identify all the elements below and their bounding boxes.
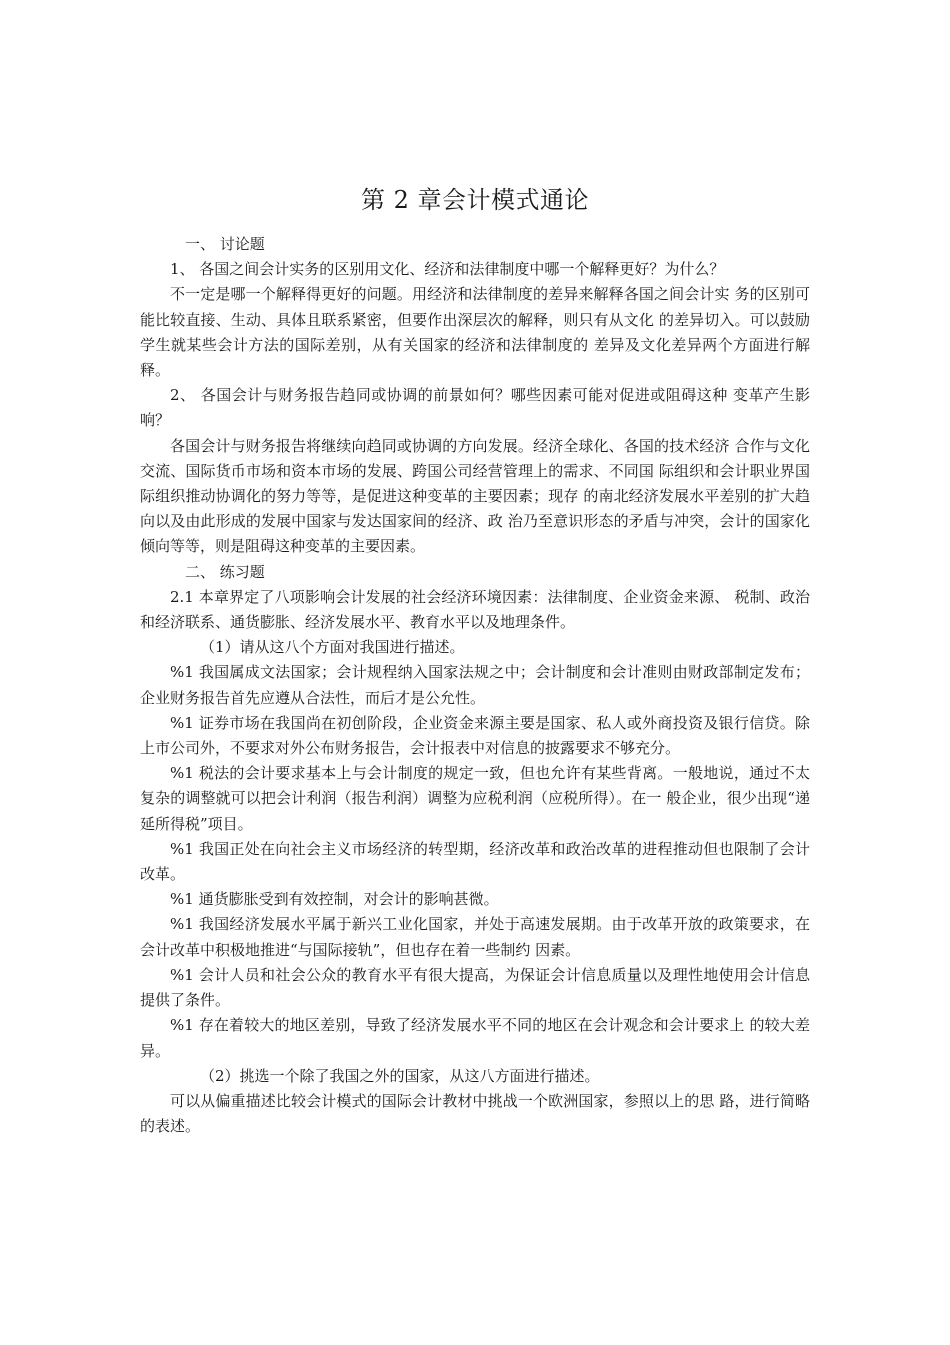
document-body <box>140 232 810 1139</box>
section-heading-exercises: 二、 练习题 <box>185 562 265 581</box>
list-item: %1 证券市场在我国尚在初创阶段，企业资金来源主要是国家、私人或外商投资及银行信贷。除上市公司外，不要求对外公布财务报告，会计报表中对信息的披露要求不够充分。 <box>140 713 810 758</box>
answer-1: 不一定是哪一个解释得更好的问题。用经济和法律制度的差异来解释各国之间会计实 务的区别可能比较直接、生动、具体且联系紧密，但要作出深层次的解释，则只有从文化 的差异切入。可以鼓励学生就某些会计方法的国际差别，从有关国家的经济和法律制度的 差异及文化差异两个方面进行解释。 <box>140 285 810 380</box>
list-item: %1 我国经济发展水平属于新兴工业化国家，并处于高速发展期。由于改革开放的政策要求，在会计改革中积极地推进“与国际接轨”，但也存在着一些制约 因素。 <box>140 915 810 959</box>
question-1: 1、 各国之间会计实务的区别用文化、经济和法律制度中哪一个解释更好？为什么？ <box>170 260 725 279</box>
list-item: %1 会计人员和社会公众的教育水平有很大提高，为保证会计信息质量以及理性地使用会计信息提供了条件。 <box>140 965 810 1010</box>
list-item: %1 通货膨胀受到有效控制，对会计的影响甚微。 <box>170 890 499 909</box>
exercise-part-1: （1）请从这八个方面对我国进行描述。 <box>200 638 465 657</box>
exercise-2-1: 2.1 本章界定了八项影响会计发展的社会经济环境因素：法律制度、企业资金来源、 税制、政治和经济联系、通货膨胀、经济发展水平、教育水平以及地理条件。 <box>140 587 810 632</box>
answer-2: 各国会计与财务报告将继续向趋同或协调的方向发展。经济全球化、各国的技术经济 合作与文化交流、国际货币市场和资本市场的发展、跨国公司经营管理上的需求、不同国 际组织和会计职业界国际组织推动协调化的努力等等，是促进这种变革的主要因素；现存 的南北经济发展水平差别的扩大趋向以及由此形成的发展中国家与发达国家间的经济、政 治乃至意识形态的矛盾与冲突，会计的国家化倾向等等，则是阻碍这种变革的主要因素。 <box>140 436 810 556</box>
list-item: %1 税法的会计要求基本上与会计制度的规定一致，但也允许有某些背离。一般地说，通过不太复杂的调整就可以把会计利润（报告利润）调整为应税利润（应税所得）。在一 般企业，很少出现“递延所得税”项目。 <box>140 764 810 833</box>
exercise-part-2: （2）挑选一个除了我国之外的国家，从这八方面进行描述。 <box>200 1066 600 1085</box>
page-title: 第 2 章会计模式通论 <box>360 186 590 214</box>
question-2: 2、 各国会计与财务报告趋同或协调的前景如何？哪些因素可能对促进或阻碍这种 变革产生影响？ <box>140 386 810 430</box>
list-item: %1 我国正处在向社会主义市场经济的转型期，经济改革和政治改革的进程推动但也限制了会计改革。 <box>140 839 810 884</box>
list-item: %1 我国属成文法国家；会计规程纳入国家法规之中；会计制度和会计准则由财政部制定发布；企业财务报告首先应遵从合法性，而后才是公允性。 <box>140 663 810 707</box>
list-item: %1 存在着较大的地区差别，导致了经济发展水平不同的地区在会计观念和会计要求上 的较大差异。 <box>140 1016 810 1060</box>
section-heading-discussion: 一、 讨论题 <box>185 235 265 253</box>
answer-part-2: 可以从偏重描述比较会计模式的国际会计教材中挑战一个欧洲国家，参照以上的思 路，进行简略的表述。 <box>140 1091 810 1136</box>
